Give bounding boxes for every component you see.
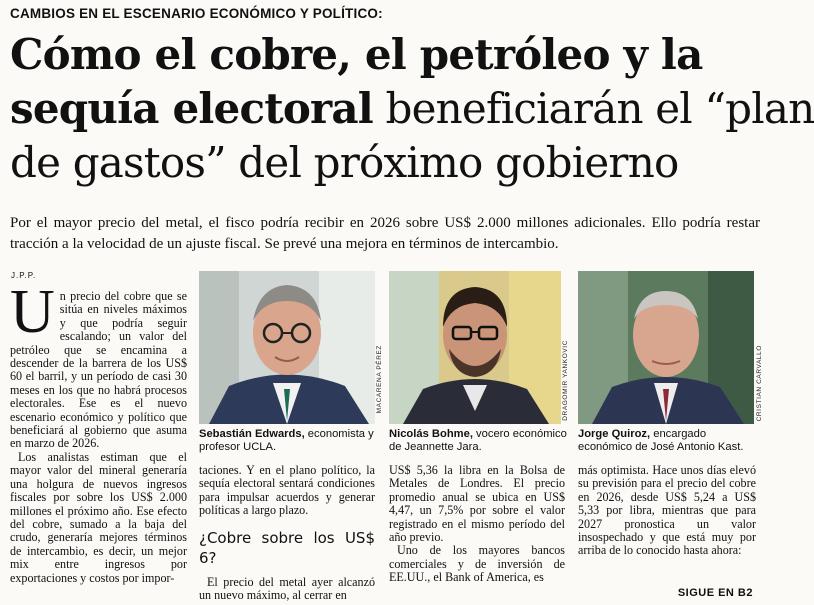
byline: J.P.P. <box>11 271 37 280</box>
photo-credit: DRAGOMIR YANKOVIC <box>562 340 569 421</box>
headline-line-1: Cómo el cobre, el petróleo y la <box>10 30 703 79</box>
paragraph: US$ 5,36 la libra en la Bolsa de Metales de Londres. El precio promedio anual se ubica en US$ 4,47, un 7,5% por sobre el valor registrado en el mismo período del año previo. <box>389 463 565 545</box>
photo-jorge-quiroz <box>578 271 754 424</box>
continued-on-page: SIGUE EN B2 <box>677 587 753 599</box>
paragraph: El precio del metal ayer alcanzó un nuevo máximo, al cerrar en <box>199 574 375 603</box>
paragraph: taciones. Y en el plano político, la sequía electoral sentará condiciones para impulsar acuerdos y generar políticas a largo plazo. <box>199 463 375 518</box>
subheading: ¿Cobre sobre los US$ 6? <box>199 528 375 567</box>
headline <box>10 28 814 190</box>
photo-caption: Nicolás Bohme, vocero económico de Jeannette Jara. <box>389 428 567 453</box>
photo-credit: MACARENA PÉREZ <box>376 345 383 414</box>
photo-nicolas-bohme <box>389 271 561 424</box>
lead-paragraph: Por el mayor precio del metal, el fisco podría recibir en 2026 sobre US$ 2.000 millones adicionales. Ello podría restar tracción a la velocidad de un ajuste fiscal. Se prevé una mejora en términos de intercambio. <box>10 215 760 252</box>
article-column-4 <box>578 464 756 558</box>
article-column-2 <box>199 464 375 602</box>
article-column-3 <box>389 464 565 585</box>
headline-line-3: de gastos” del próximo gobierno <box>10 138 679 187</box>
paragraph: Los analistas estiman que el mayor valor del mineral generaría una holgura de nuevos ingresos fiscales por sobre los US$ 2.000 millones el próximo año. Ese efecto del cobre, sumado a la baja del crudo, generaría mejores términos de intercambio, es decir, un mejor mix entre ingresos por exportaciones y costos por impor- <box>10 449 187 585</box>
paragraph: más optimista. Hace unos días elevó su previsión para el precio del cobre en 2026, desde US$ 5,24 a US$ 5,33 por libra, mientras que para 2027 pronostica un valor insospechado y que está muy por arriba de lo conocido hasta ahora: <box>578 463 756 558</box>
photo-credit: CRISTIAN CARVALLO <box>756 345 763 422</box>
photo-caption: Jorge Quiroz, encargado económico de José Antonio Kast. <box>578 428 744 453</box>
drop-cap: U <box>10 278 55 346</box>
article-column-1 <box>10 278 187 585</box>
first-paragraph: Un precio del cobre que se sitúa en niveles máximos y que podría seguir escalando; un valor del petróleo que se encamina a descender de la barrera de los US$ 60 el barril, y un período de casi 30 meses en los que no habrá procesos electorales. Ese es el nuevo escenario económico y político que beneficiará al gobierno que asuma en marzo de 2026. <box>10 278 187 451</box>
kicker: CAMBIOS EN EL ESCENARIO ECONÓMICO Y POLÍTICO: <box>10 6 383 21</box>
photo-sebastian-edwards <box>199 271 375 424</box>
photo-caption: Sebastián Edwards, economista y profesor UCLA. <box>199 428 374 453</box>
headline-line-2: sequía electoral beneficiarán el “plan <box>10 84 814 133</box>
paragraph: Uno de los mayores bancos comerciales y de inversión de EE.UU., el Bank of America, es <box>389 543 565 585</box>
